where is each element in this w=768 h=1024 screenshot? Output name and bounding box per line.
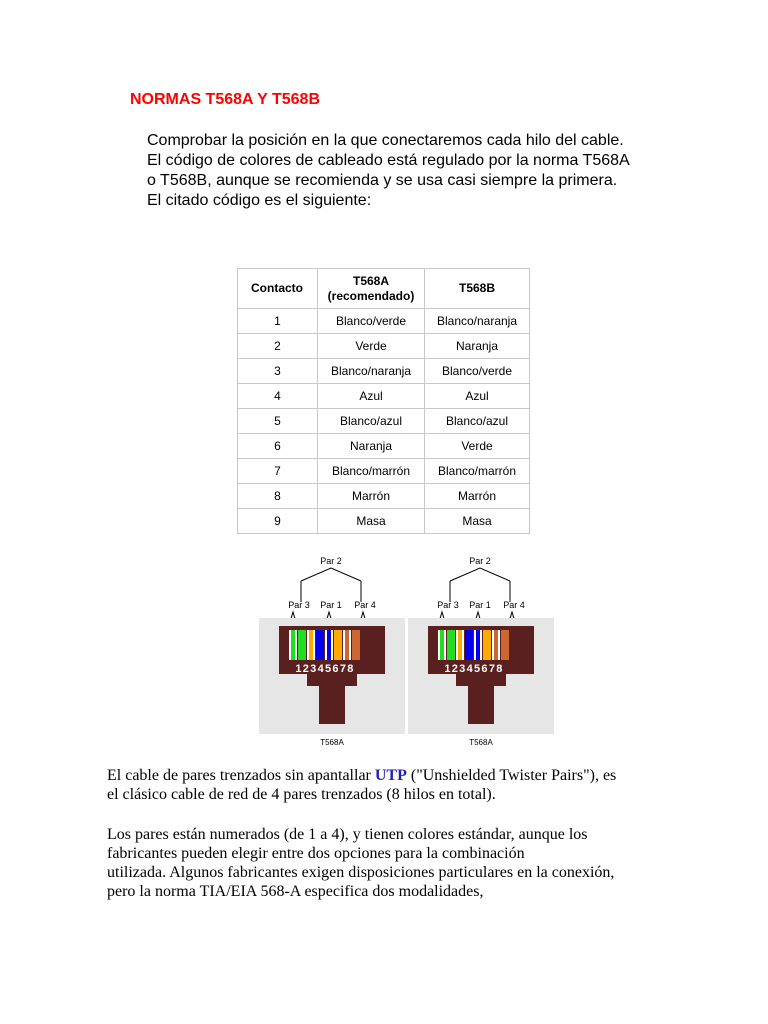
table-row xyxy=(238,309,530,334)
utp-text-after: ("Unshielded Twister Pairs"), es xyxy=(406,767,617,784)
header-contacto: Contacto xyxy=(238,269,318,309)
cell-t568b: Verde xyxy=(425,434,530,459)
label-par1: Par 1 xyxy=(320,600,342,610)
paragraph-line: el clásico cable de red de 4 pares trenzados (8 hilos en total). xyxy=(107,786,496,803)
utp-term: UTP xyxy=(374,767,407,784)
table-row xyxy=(238,434,530,459)
cell-contacto: 8 xyxy=(238,484,318,509)
cell-t568b: Blanco/naranja xyxy=(425,309,530,334)
color-code-table xyxy=(237,268,530,534)
cell-t568a: Naranja xyxy=(318,434,425,459)
cell-contacto: 4 xyxy=(238,384,318,409)
table-row xyxy=(238,484,530,509)
intro-text xyxy=(147,131,707,211)
pin-numbers: 12345678 xyxy=(444,663,504,675)
cell-contacto: 9 xyxy=(238,509,318,534)
intro-line: Comprobar la posición en la que conectaremos cada hilo del cable. xyxy=(147,132,624,149)
cell-t568b: Azul xyxy=(425,384,530,409)
cell-contacto: 2 xyxy=(238,334,318,359)
paragraph-line: fabricantes pueden elegir entre dos opciones para la combinación xyxy=(107,845,525,862)
label-par2: Par 2 xyxy=(469,556,491,566)
cell-t568a: Blanco/verde xyxy=(318,309,425,334)
table-row xyxy=(238,509,530,534)
cell-t568b: Naranja xyxy=(425,334,530,359)
page-title: NORMAS T568A Y T568B xyxy=(130,91,320,108)
pin-numbers: 12345678 xyxy=(295,663,355,675)
paragraph-line xyxy=(107,766,667,785)
cell-t568a: Blanco/naranja xyxy=(318,359,425,384)
cell-t568b: Marrón xyxy=(425,484,530,509)
cell-contacto: 1 xyxy=(238,309,318,334)
cell-t568b: Blanco/verde xyxy=(425,359,530,384)
paragraph-utp xyxy=(107,766,667,804)
header-t568a xyxy=(318,269,425,309)
paragraph-pairs xyxy=(107,825,667,901)
cell-contacto: 7 xyxy=(238,459,318,484)
intro-line: El citado código es el siguiente: xyxy=(147,192,372,209)
table-row xyxy=(238,409,530,434)
paragraph-line: Los pares están numerados (de 1 a 4), y tienen colores estándar, aunque los xyxy=(107,826,588,843)
pair-brackets xyxy=(439,568,515,622)
cell-t568a: Azul xyxy=(318,384,425,409)
intro-line: o T568B, aunque se recomienda y se usa casi siempre la primera. xyxy=(147,172,618,189)
label-par4: Par 4 xyxy=(503,600,525,610)
label-par3: Par 3 xyxy=(288,600,310,610)
connector-caption: T568A xyxy=(320,738,344,747)
cell-t568b: Masa xyxy=(425,509,530,534)
label-par2: Par 2 xyxy=(320,556,342,566)
table-row xyxy=(238,359,530,384)
header-t568b: T568B xyxy=(425,269,530,309)
cell-t568a: Blanco/marrón xyxy=(318,459,425,484)
table-row xyxy=(238,384,530,409)
header-t568a-note: (recomendado) xyxy=(327,288,415,303)
table-row xyxy=(238,459,530,484)
table-header-row xyxy=(238,269,530,309)
label-par1: Par 1 xyxy=(469,600,491,610)
cell-t568a: Marrón xyxy=(318,484,425,509)
cell-t568a: Blanco/azul xyxy=(318,409,425,434)
cell-contacto: 5 xyxy=(238,409,318,434)
label-par4: Par 4 xyxy=(354,600,376,610)
utp-text-before: El cable de pares trenzados sin apantallar xyxy=(107,767,375,784)
paragraph-line: pero la norma TIA/EIA 568-A especifica dos modalidades, xyxy=(107,883,484,900)
cell-t568a: Masa xyxy=(318,509,425,534)
label-par3: Par 3 xyxy=(437,600,459,610)
intro-line: El código de colores de cableado está regulado por la norma T568A xyxy=(147,152,630,169)
table-row xyxy=(238,334,530,359)
paragraph-line: utilizada. Algunos fabricantes exigen disposiciones particulares en la conexión, xyxy=(107,864,615,881)
header-t568a-label: T568A xyxy=(352,273,390,288)
pair-brackets xyxy=(290,568,366,622)
cell-t568a: Verde xyxy=(318,334,425,359)
connector-caption: T568A xyxy=(469,738,493,747)
cell-contacto: 3 xyxy=(238,359,318,384)
connector-diagram-right xyxy=(408,550,554,750)
cell-contacto: 6 xyxy=(238,434,318,459)
connector-diagram-left xyxy=(259,550,405,750)
cell-t568b: Blanco/azul xyxy=(425,409,530,434)
cell-t568b: Blanco/marrón xyxy=(425,459,530,484)
